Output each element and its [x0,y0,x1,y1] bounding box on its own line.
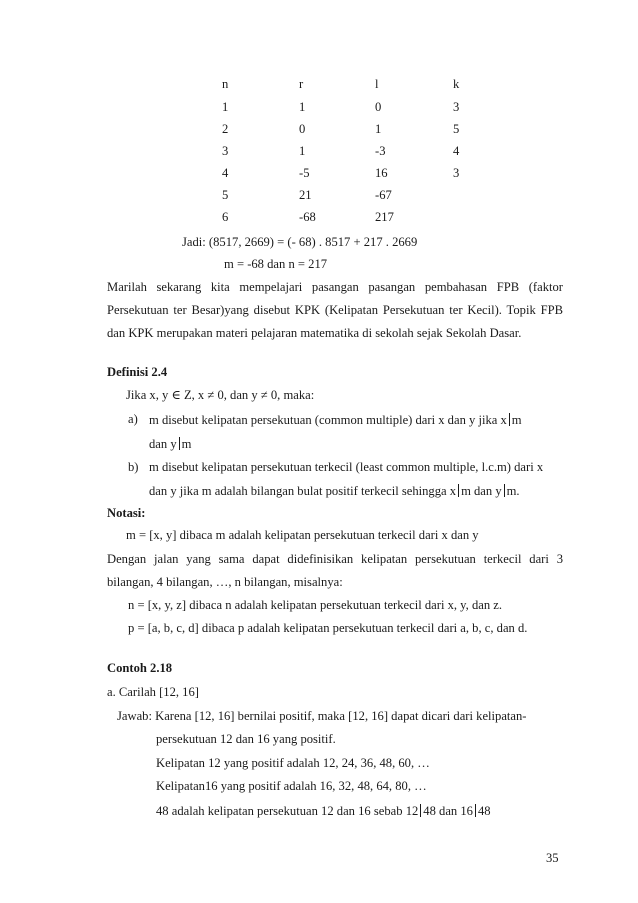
table-cell: -67 [375,188,392,202]
example-answer-line-1: Jawab: Karena [12, 16] bernilai positif, maka [12, 16] dapat dicari dari kelipatan- [117,709,527,723]
example-answer-line-2: persekutuan 12 dan 16 yang positif. [156,732,336,746]
example-title: Contoh 2.18 [107,661,173,675]
intro-line-1: Marilah sekarang kita mempelajari pasangan pasangan pembahasan FPB (faktor [107,280,563,294]
table-cell: 0 [375,100,382,114]
definition-item-b-line-2 [149,484,520,498]
divides-symbol [179,437,180,450]
table-cell: -3 [375,144,386,158]
notation-title: Notasi: [107,506,146,520]
example-text: 48 [477,804,491,818]
definition-text: dan y jika m adalah bilangan bulat positif terkecil sehingga x [149,484,457,498]
definition-item-a-line-1 [149,413,522,427]
example-answer-line-3: Kelipatan 12 yang positif adalah 12, 24, 36, 48, 60, … [156,756,430,770]
example-question: a. Carilah [12, 16] [107,685,199,699]
table-cell: 217 [375,210,394,224]
table-cell: 6 [222,210,229,224]
definition-text: m disebut kelipatan persekutuan (common multiple) dari x dan y jika x [149,413,507,427]
table-cell: 3 [453,166,460,180]
divides-symbol [458,484,459,497]
intro-line-3: dan KPK merupakan materi pelajaran matematika di sekolah sejak Sekolah Dasar. [107,326,522,340]
result-values: m = -68 dan n = 217 [224,257,328,271]
table-cell: 21 [299,188,312,202]
notation-line-3: bilangan, 4 bilangan, …, n bilangan, misalnya: [107,575,343,589]
notation-line-4: n = [x, y, z] dibaca n adalah kelipatan persekutuan terkecil dari x, y, dan z. [128,598,503,612]
table-header-k: k [453,77,460,91]
table-cell: -68 [299,210,316,224]
example-answer-line-5 [156,804,491,818]
table-cell: 1 [222,100,229,114]
notation-line-1: m = [x, y] dibaca m adalah kelipatan persekutuan terkecil dari x dan y [126,528,479,542]
table-cell: 5 [222,188,229,202]
definition-text: m. [506,484,520,498]
definition-text: dan y [149,437,177,451]
divides-symbol [509,413,510,426]
table-header-n: n [222,77,229,91]
table-cell: -5 [299,166,310,180]
table-cell: 5 [453,122,460,136]
table-cell: 4 [453,144,460,158]
definition-item-b-line-1: m disebut kelipatan persekutuan terkecil (least common multiple, l.c.m) dari x [149,460,544,474]
divides-symbol [420,804,421,817]
notation-line-5: p = [a, b, c, d] dibaca p adalah kelipatan persekutuan terkecil dari a, b, c, dan d. [128,621,528,635]
divides-symbol [504,484,505,497]
definition-item-b-label: b) [128,460,139,474]
table-header-r: r [299,77,304,91]
table-cell: 3 [453,100,460,114]
definition-condition: Jika x, y ∈ Z, x ≠ 0, dan y ≠ 0, maka: [126,388,315,402]
definition-title: Definisi 2.4 [107,365,168,379]
definition-text: m dan y [461,484,502,498]
definition-text: m [181,437,192,451]
result-equation: Jadi: (8517, 2669) = (- 68) . 8517 + 217 . 2669 [182,235,418,249]
notation-line-2: Dengan jalan yang sama dapat didefinisikan kelipatan persekutuan terkecil dari 3 [107,552,563,566]
definition-item-a-line-2 [149,437,191,451]
definition-text: m [511,413,522,427]
table-cell: 16 [375,166,388,180]
divides-symbol [475,804,476,817]
example-text: 48 adalah kelipatan persekutuan 12 dan 16 sebab 12 [156,804,419,818]
table-header-l: l [375,77,379,91]
example-answer-line-4: Kelipatan16 yang positif adalah 16, 32, 48, 64, 80, … [156,779,427,793]
table-cell: 2 [222,122,229,136]
table-cell: 0 [299,122,306,136]
table-cell: 1 [375,122,382,136]
page-number: 35 [546,851,559,865]
table-cell: 4 [222,166,229,180]
table-cell: 3 [222,144,229,158]
definition-item-a-label: a) [128,412,138,426]
example-text: 48 dan 16 [423,804,473,818]
table-cell: 1 [299,144,306,158]
table-cell: 1 [299,100,306,114]
intro-line-2: Persekutuan ter Besar)yang disebut KPK (Kelipatan Persekutuan ter Kecil). Topik FPB [107,303,563,317]
